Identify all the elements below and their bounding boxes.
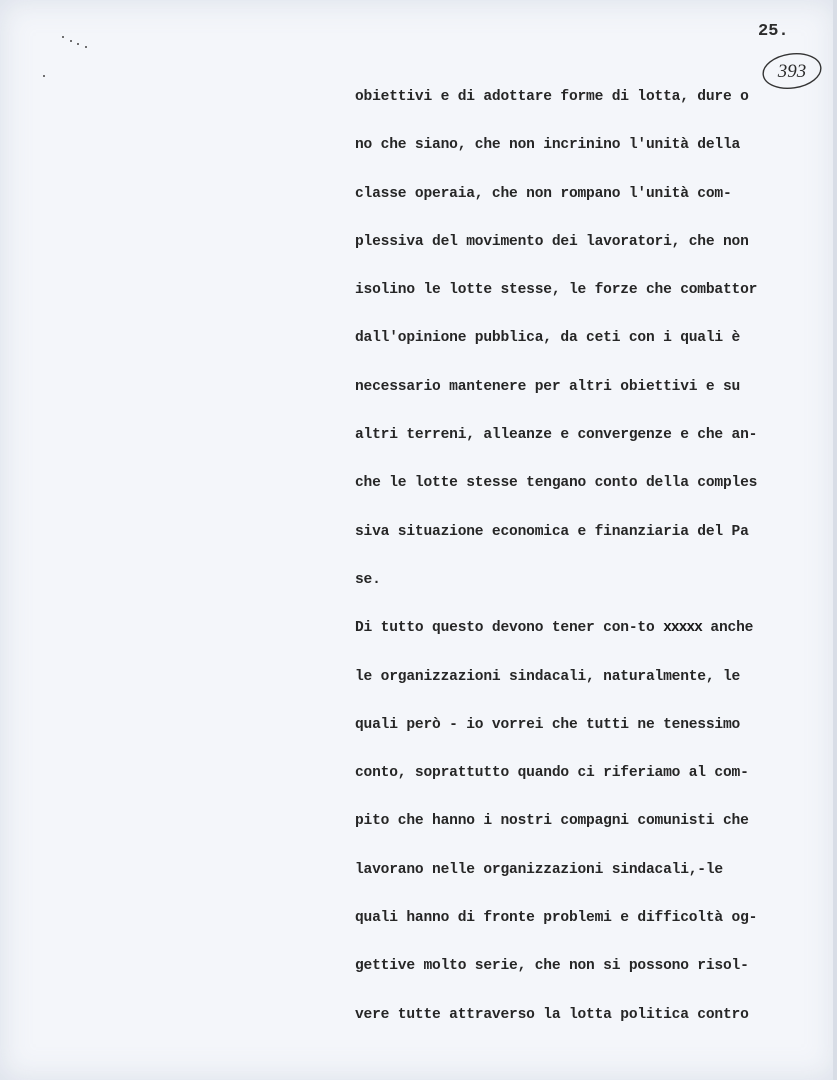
text-line: lavorano nelle organizzazioni sindacali,-le	[355, 861, 723, 878]
dust-speck	[70, 40, 72, 42]
text-line-with-strikeout	[355, 604, 825, 652]
text-line: classe operaia, che non rompano l'unità com-	[355, 185, 732, 202]
text-line: che le lotte stesse tengano conto della comples	[355, 475, 758, 492]
typed-text-body	[355, 73, 825, 1039]
text-line: quali hanno di fronte problemi e difficoltà og-	[355, 910, 758, 927]
text-line: quali però - io vorrei che tutti ne tenessimo	[355, 716, 741, 733]
text-line: necessario mantenere per altri obiettivi e su	[355, 378, 741, 395]
dust-speck	[62, 36, 64, 38]
dust-speck	[43, 75, 45, 77]
text-line: vere tutte attraverso la lotta politica contro	[355, 1006, 749, 1023]
text-line: le organizzazioni sindacali, naturalmente, le	[355, 668, 741, 685]
text-line: gettive molto serie, che non si possono risol-	[355, 958, 749, 975]
struck-out-word: xxxxx	[663, 620, 702, 637]
archive-number: 393	[777, 61, 807, 82]
line-text-before: Di tutto questo devono tener con-to	[355, 620, 664, 637]
text-line: altri terreni, alleanze e convergenze e che an-	[355, 427, 758, 444]
page-number: 25.	[758, 22, 789, 41]
text-line: se.	[355, 571, 381, 588]
text-line: isolino le lotte stesse, le forze che combattor	[355, 282, 758, 299]
page-edge	[833, 0, 837, 1080]
text-line: obiettivi e di adottare forme di lotta, dure o	[355, 89, 749, 105]
text-line: pito che hanno i nostri compagni comunisti che	[355, 813, 749, 830]
dust-speck	[85, 46, 87, 48]
text-line: no che siano, che non incrinino l'unità della	[355, 137, 741, 154]
text-line: plessiva del movimento dei lavoratori, che non	[355, 233, 749, 250]
text-line: dall'opinione pubblica, da ceti con i quali è	[355, 330, 741, 347]
text-line: conto, soprattutto quando ci riferiamo al com-	[355, 765, 749, 782]
dust-speck	[77, 43, 79, 45]
text-line: siva situazione economica e finanziaria del Pa	[355, 523, 749, 540]
line-text-after: anche	[701, 620, 754, 637]
